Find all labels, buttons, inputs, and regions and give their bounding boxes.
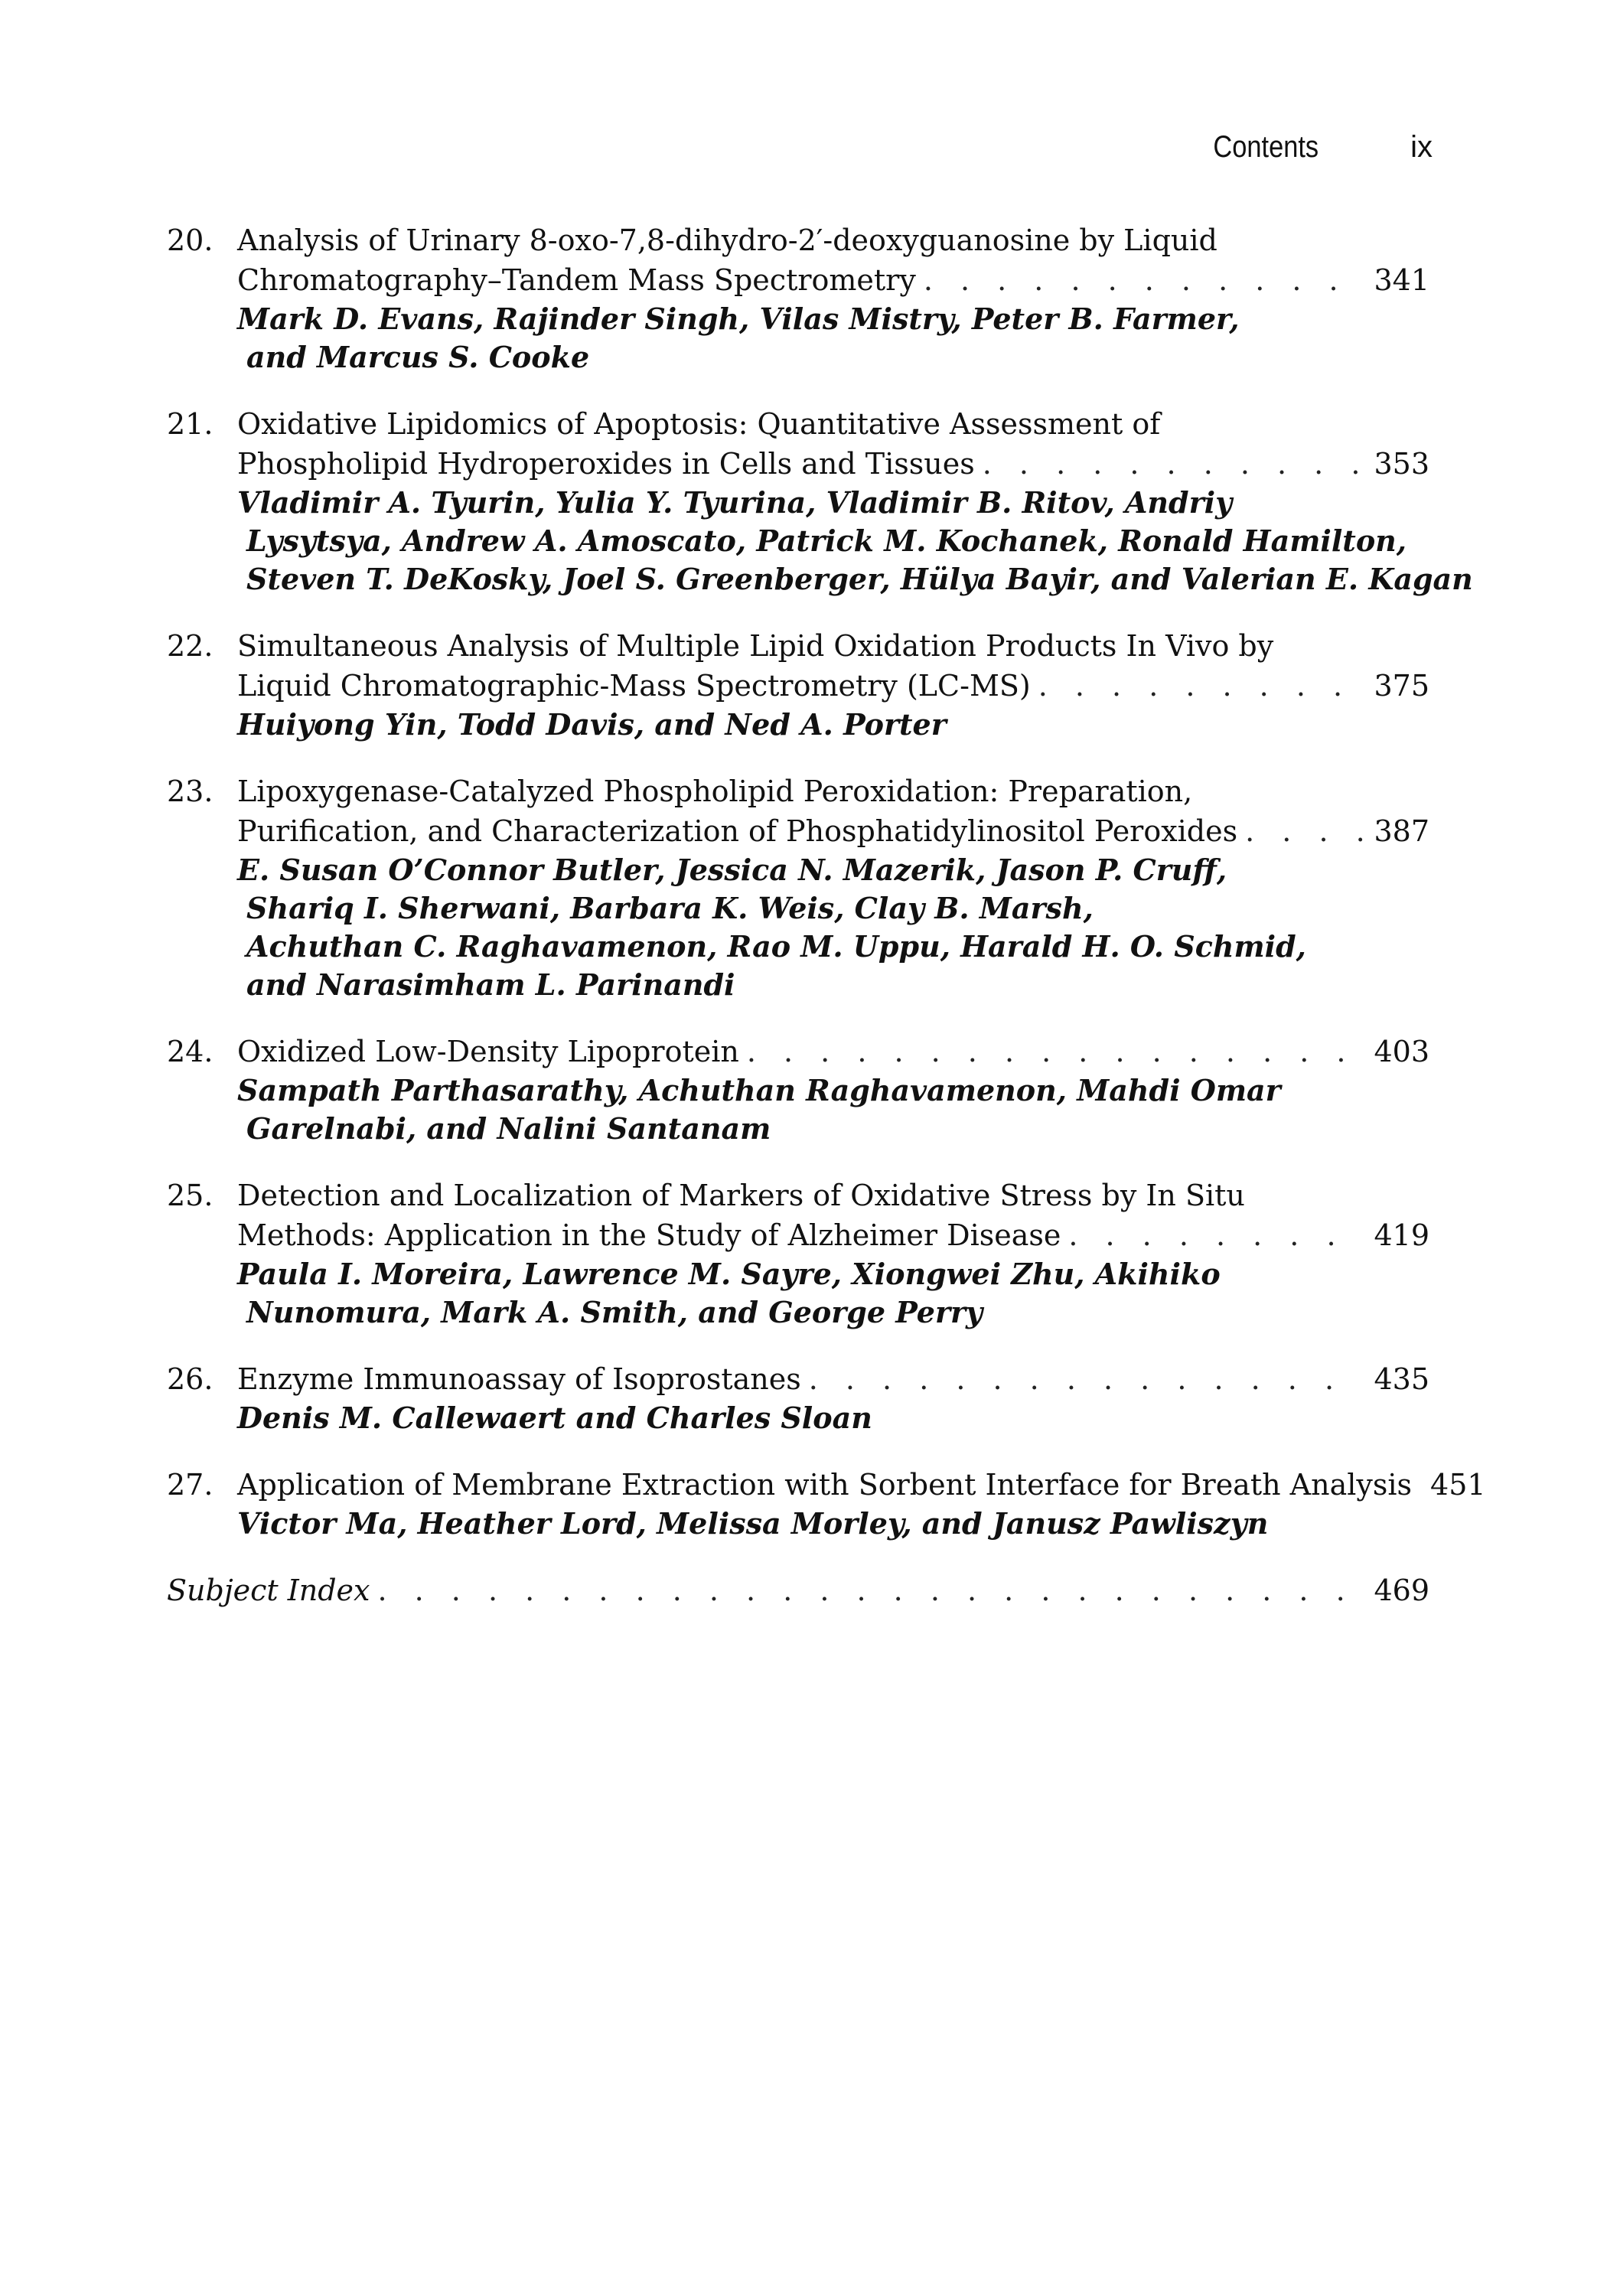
page-number: ix xyxy=(1410,130,1433,164)
toc-entry[interactable] xyxy=(167,220,1429,377)
chapter-authors-line: Lysytsya, Andrew A. Amoscato, Patrick M. Kochanek, Ronald Hamilton, xyxy=(246,523,1407,558)
chapter-number: 21. xyxy=(167,407,214,441)
chapter-authors-line: Sampath Parthasarathy, Achuthan Raghavamenon, Mahdi Omar xyxy=(237,1073,1281,1107)
running-head-title: Contents xyxy=(1213,130,1319,164)
chapter-number: 26. xyxy=(167,1362,214,1396)
chapter-page-number: 451 xyxy=(1430,1468,1486,1502)
chapter-title-line: Lipoxygenase-Catalyzed Phospholipid Peroxidation: Preparation, xyxy=(237,775,1193,808)
dot-leader xyxy=(924,260,1364,300)
chapter-title-final-line xyxy=(237,1465,1486,1505)
table-of-contents xyxy=(167,220,1486,1610)
toc-entry[interactable] xyxy=(167,404,1473,598)
subject-index-label: Subject Index xyxy=(167,1574,370,1607)
chapter-page-number: 375 xyxy=(1374,669,1429,703)
chapter-page-number: 353 xyxy=(1374,447,1429,481)
chapter-authors-line: Victor Ma, Heather Lord, Melissa Morley, and Janusz Pawliszyn xyxy=(237,1506,1269,1541)
dot-leader xyxy=(1245,811,1363,851)
chapter-authors-line: Shariq I. Sherwani, Barbara K. Weis, Clay B. Marsh, xyxy=(246,891,1094,925)
toc-entry[interactable] xyxy=(167,771,1429,1004)
dot-leader xyxy=(809,1359,1364,1399)
subject-index-page: 469 xyxy=(1374,1574,1429,1607)
chapter-title-line: Detection and Localization of Markers of Oxidative Stress by In Situ xyxy=(237,1179,1245,1212)
toc-entry[interactable] xyxy=(167,1465,1486,1543)
chapter-title-final-line xyxy=(237,1359,1429,1399)
chapter-authors-line: Huiyong Yin, Todd Davis, and Ned A. Porter xyxy=(237,707,947,742)
chapter-title-text: Liquid Chromatographic-Mass Spectrometry (LC-MS) xyxy=(237,669,1031,703)
chapter-authors-line: Steven T. DeKosky, Joel S. Greenberger, Hülya Bayir, and Valerian E. Kagan xyxy=(246,562,1473,596)
toc-entry[interactable] xyxy=(167,1176,1429,1332)
chapter-title-final-line xyxy=(237,260,1429,300)
dot-leader xyxy=(747,1032,1364,1071)
chapter-number: 24. xyxy=(167,1035,214,1068)
toc-entry[interactable] xyxy=(167,1359,1429,1437)
chapter-title-final-line xyxy=(237,1032,1429,1071)
dot-leader xyxy=(377,1570,1363,1610)
chapter-authors-line: Vladimir A. Tyurin, Yulia Y. Tyurina, Vladimir B. Ritov, Andriy xyxy=(237,485,1233,520)
chapter-title-line: Oxidative Lipidomics of Apoptosis: Quantitative Assessment of xyxy=(237,407,1161,441)
chapter-page-number: 341 xyxy=(1374,263,1429,297)
chapter-number: 23. xyxy=(167,775,214,808)
chapter-authors-line: Achuthan C. Raghavamenon, Rao M. Uppu, Harald H. O. Schmid, xyxy=(246,929,1306,964)
dot-leader xyxy=(1038,666,1364,706)
dot-leader xyxy=(983,444,1364,484)
subject-index-entry[interactable] xyxy=(167,1570,1429,1610)
chapter-title-final-line xyxy=(237,666,1429,706)
chapter-title-text: Methods: Application in the Study of Alzheimer Disease xyxy=(237,1218,1061,1252)
chapter-authors-line: Denis M. Callewaert and Charles Sloan xyxy=(237,1401,872,1435)
chapter-authors-line: Mark D. Evans, Rajinder Singh, Vilas Mistry, Peter B. Farmer, xyxy=(237,302,1240,336)
chapter-title-final-line xyxy=(237,811,1429,851)
chapter-title-text: Application of Membrane Extraction with Sorbent Interface for Breath Analysis xyxy=(237,1468,1413,1502)
dot-leader xyxy=(1068,1215,1363,1255)
chapter-title-text: Enzyme Immunoassay of Isoprostanes xyxy=(237,1362,801,1396)
running-head xyxy=(1196,130,1433,176)
chapter-authors-line: Paula I. Moreira, Lawrence M. Sayre, Xiongwei Zhu, Akihiko xyxy=(237,1257,1221,1291)
chapter-title-final-line xyxy=(237,444,1429,484)
chapter-title-final-line xyxy=(237,1215,1429,1255)
chapter-number: 25. xyxy=(167,1179,214,1212)
chapter-title-text: Purification, and Characterization of Phosphatidylinositol Peroxides xyxy=(237,814,1238,848)
chapter-number: 20. xyxy=(167,223,214,257)
chapter-title-text: Oxidized Low-Density Lipoprotein xyxy=(237,1035,739,1068)
chapter-page-number: 435 xyxy=(1374,1362,1429,1396)
toc-entry[interactable] xyxy=(167,626,1429,744)
chapter-number: 22. xyxy=(167,629,214,663)
chapter-title-line: Analysis of Urinary 8-oxo-7,8-dihydro-2′-deoxyguanosine by Liquid xyxy=(237,223,1217,257)
chapter-title-line: Simultaneous Analysis of Multiple Lipid Oxidation Products In Vivo by xyxy=(237,629,1274,663)
chapter-authors-line: and Narasimham L. Parinandi xyxy=(246,967,735,1002)
chapter-page-number: 403 xyxy=(1374,1035,1429,1068)
chapter-authors-line: Garelnabi, and Nalini Santanam xyxy=(246,1111,771,1146)
chapter-title-text: Phospholipid Hydroperoxides in Cells and Tissues xyxy=(237,447,975,481)
chapter-title-text: Chromatography–Tandem Mass Spectrometry xyxy=(237,263,916,297)
chapter-page-number: 387 xyxy=(1374,814,1429,848)
chapter-page-number: 419 xyxy=(1374,1218,1429,1252)
toc-entry[interactable] xyxy=(167,1032,1429,1148)
chapter-authors-line: E. Susan O’Connor Butler, Jessica N. Mazerik, Jason P. Cruff, xyxy=(237,853,1227,887)
chapter-authors-line: and Marcus S. Cooke xyxy=(246,340,590,374)
chapter-authors-line: Nunomura, Mark A. Smith, and George Perry xyxy=(246,1295,983,1329)
chapter-number: 27. xyxy=(167,1468,214,1502)
